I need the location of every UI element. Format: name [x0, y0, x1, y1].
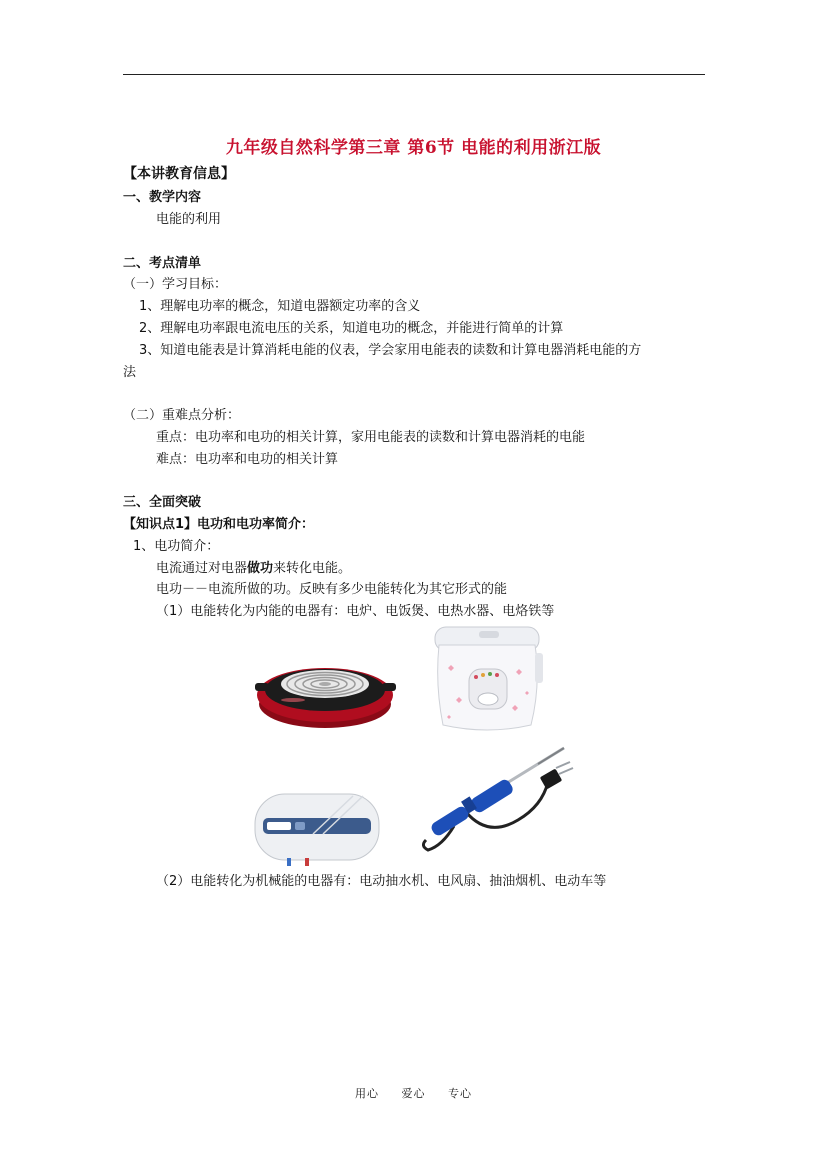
line-a-bold: 做功: [247, 561, 274, 576]
electric-work-line-b: 电功－－电流所做的功。反映有多少电能转化为其它形式的能: [156, 582, 508, 597]
section-2-title: 二、考点清单: [123, 256, 202, 271]
key-points: 重点：电功率和电功的相关计算，家用电能表的读数和计算电器消耗的电能: [156, 430, 586, 445]
line-a-suffix: 来转化电能。: [273, 561, 352, 576]
water-heater-image: [253, 788, 381, 870]
footer-item: 爱心: [401, 1087, 426, 1100]
page-title: 九年级自然科学第三章 第6节 电能的利用浙江版: [225, 138, 602, 158]
rice-cooker-image: [429, 625, 549, 737]
line-a-prefix: 电流通过对电器: [156, 561, 248, 576]
header-rule: [123, 74, 705, 75]
electric-work-line-a: [156, 560, 351, 578]
goal-item-3-wrap: 法: [123, 365, 137, 380]
subitem-mechanical: （2）电能转化为机械能的电器有：电动抽水机、电风扇、抽油烟机、电动车等: [156, 874, 607, 889]
subitem-heat: （1）电能转化为内能的电器有：电炉、电饭煲、电热水器、电烙铁等: [156, 604, 555, 619]
page-footer: [0, 1085, 827, 1101]
goal-item-3: 3、知道电能表是计算消耗电能的仪表，学会家用电能表的读数和计算电器消耗电能的方: [139, 343, 642, 358]
goal-item-2: 2、理解电功率跟电流电压的关系，知道电功的概念，并能进行简单的计算: [139, 321, 564, 336]
knowledge-point-1: 【知识点1】电功和电功率简介：: [123, 517, 315, 532]
goal-item-1: 1、理解电功率的概念，知道电器额定功率的含义: [139, 299, 421, 314]
section-1-content: 电能的利用: [156, 212, 222, 227]
subsection-goals-title: （一）学习目标：: [123, 277, 228, 292]
section-3-title: 三、全面突破: [123, 495, 202, 510]
info-header: 【本讲教育信息】: [123, 166, 235, 182]
soldering-iron-image: [418, 742, 580, 858]
section-1-title: 一、教学内容: [123, 190, 202, 205]
footer-item: 用心: [355, 1087, 379, 1100]
footer-item: 专心: [448, 1087, 472, 1100]
item-1-title: 1、电功简介：: [133, 539, 220, 554]
electric-stove-image: [253, 648, 398, 733]
difficult-points: 难点：电功率和电功的相关计算: [156, 452, 339, 467]
subsection-analysis-title: （二）重难点分析：: [123, 408, 241, 423]
